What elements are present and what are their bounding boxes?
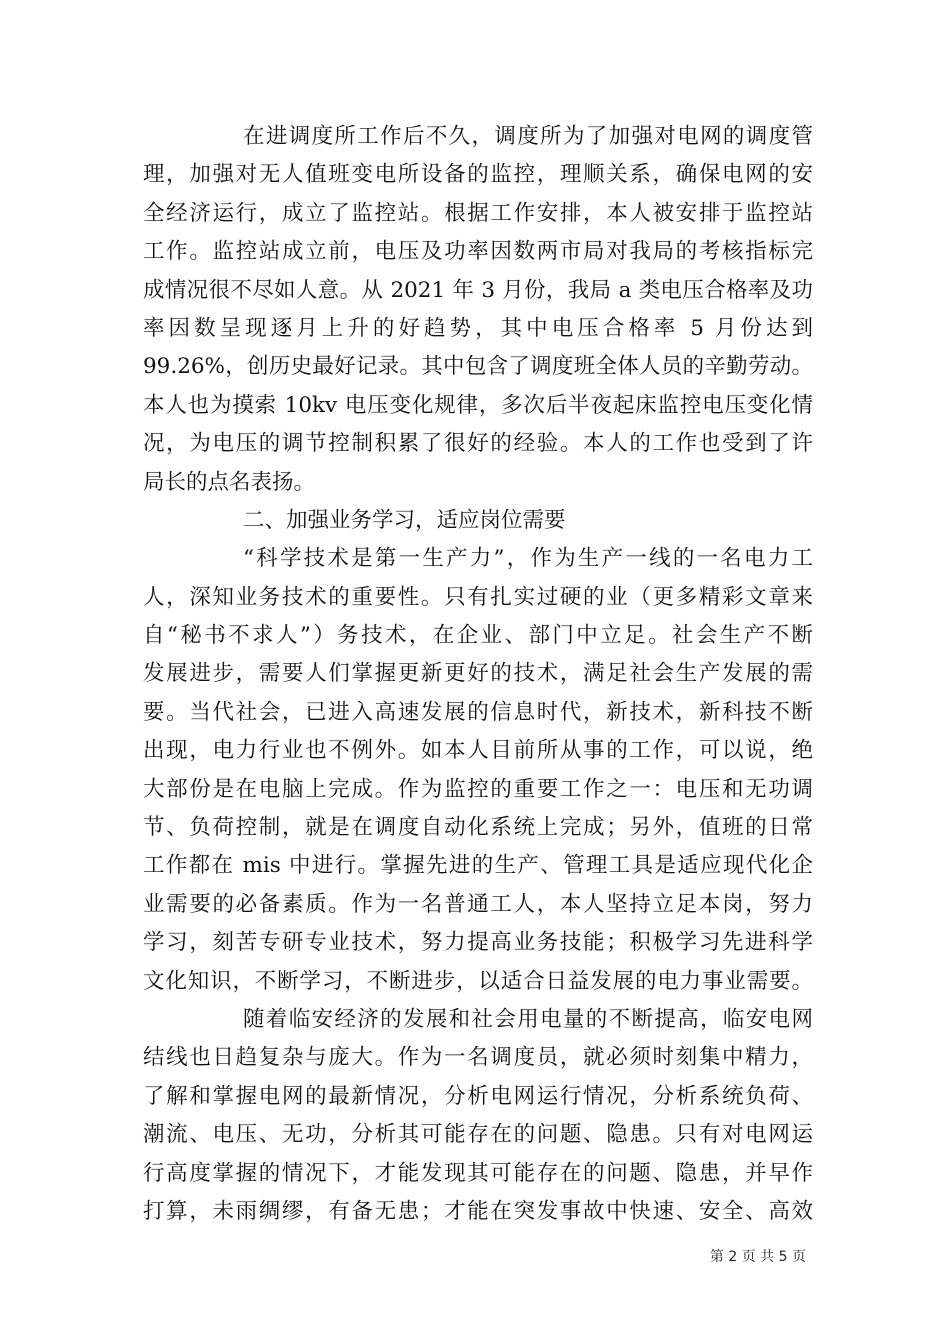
text-line: 工作。监控站成立前，电压及功率因数两市局对我局的考核指标完 [143, 239, 813, 265]
text-line: 99.26%，创历史最好记录。其中包含了调度班全体人员的辛勤劳动。 [143, 354, 813, 380]
text-line: 理，加强对无人值班变电所设备的监控，理顺关系，确保电网的安 [143, 162, 813, 188]
text-line: 学习，刻苦专研专业技术，努力提高业务技能；积极学习先进科学 [143, 930, 813, 956]
text-line: 随着临安经济的发展和社会用电量的不断提高，临安电网 [243, 1006, 813, 1032]
text-line: 要。当代社会，已进入高速发展的信息时代，新技术，新科技不断 [143, 699, 813, 725]
text-line: 节、负荷控制，就是在调度自动化系统上完成；另外，值班的日常 [143, 815, 813, 841]
text-line: 结线也日趋复杂与庞大。作为一名调度员，就必须时刻集中精力， [143, 1045, 813, 1071]
text-line: 自“秘书不求人”）务技术，在企业、部门中立足。社会生产不断 [143, 623, 813, 649]
text-line: 在进调度所工作后不久，调度所为了加强对电网的调度管 [243, 124, 813, 149]
text-line: 二、加强业务学习，适应岗位需要 [243, 507, 566, 533]
text-line: 工作都在 mis 中进行。掌握先进的生产、管理工具是适应现代化企 [143, 853, 813, 879]
text-line: 行高度掌握的情况下，才能发现其可能存在的问题、隐患，并早作 [143, 1160, 813, 1186]
text-line: 打算，未雨绸缪，有备无患；才能在突发事故中快速、安全、高效 [143, 1198, 813, 1224]
text-line: 发展进步，需要人们掌握更新更好的技术，满足社会生产发展的需 [143, 661, 813, 687]
text-line: 了解和掌握电网的最新情况，分析电网运行情况，分析系统负荷、 [143, 1083, 813, 1109]
text-line: 况，为电压的调节控制积累了很好的经验。本人的工作也受到了许 [143, 431, 813, 457]
page-footer: 第 2 页 共 5 页 [709, 1249, 806, 1265]
text-line: 本人也为摸索 10kv 电压变化规律，多次后半夜起床监控电压变化情 [143, 392, 813, 418]
text-line: 文化知识，不断学习，不断进步，以适合日益发展的电力事业需要。 [143, 968, 813, 994]
text-line: 局长的点名表扬。 [143, 469, 316, 495]
text-line: 人，深知业务技术的重要性。只有扎实过硬的业（更多精彩文章来 [143, 584, 813, 610]
text-line: 成情况很不尽如人意。从 2021 年 3 月份，我局 a 类电压合格率及功 [143, 277, 813, 303]
text-line: “科学技术是第一生产力”，作为生产一线的一名电力工 [243, 546, 813, 572]
text-line: 率因数呈现逐月上升的好趋势，其中电压合格率 5 月份达到 [143, 315, 813, 341]
document-body [143, 118, 813, 1231]
text-line: 潮流、电压、无功，分析其可能存在的问题、隐患。只有对电网运 [143, 1122, 813, 1148]
text-line: 业需要的必备素质。作为一名普通工人，本人坚持立足本岗，努力 [143, 891, 813, 917]
text-line: 大部份是在电脑上完成。作为监控的重要工作之一：电压和无功调 [143, 776, 813, 802]
text-line: 出现，电力行业也不例外。如本人目前所从事的工作，可以说，绝 [143, 738, 813, 764]
text-line: 全经济运行，成立了监控站。根据工作安排，本人被安排于监控站 [143, 200, 813, 226]
